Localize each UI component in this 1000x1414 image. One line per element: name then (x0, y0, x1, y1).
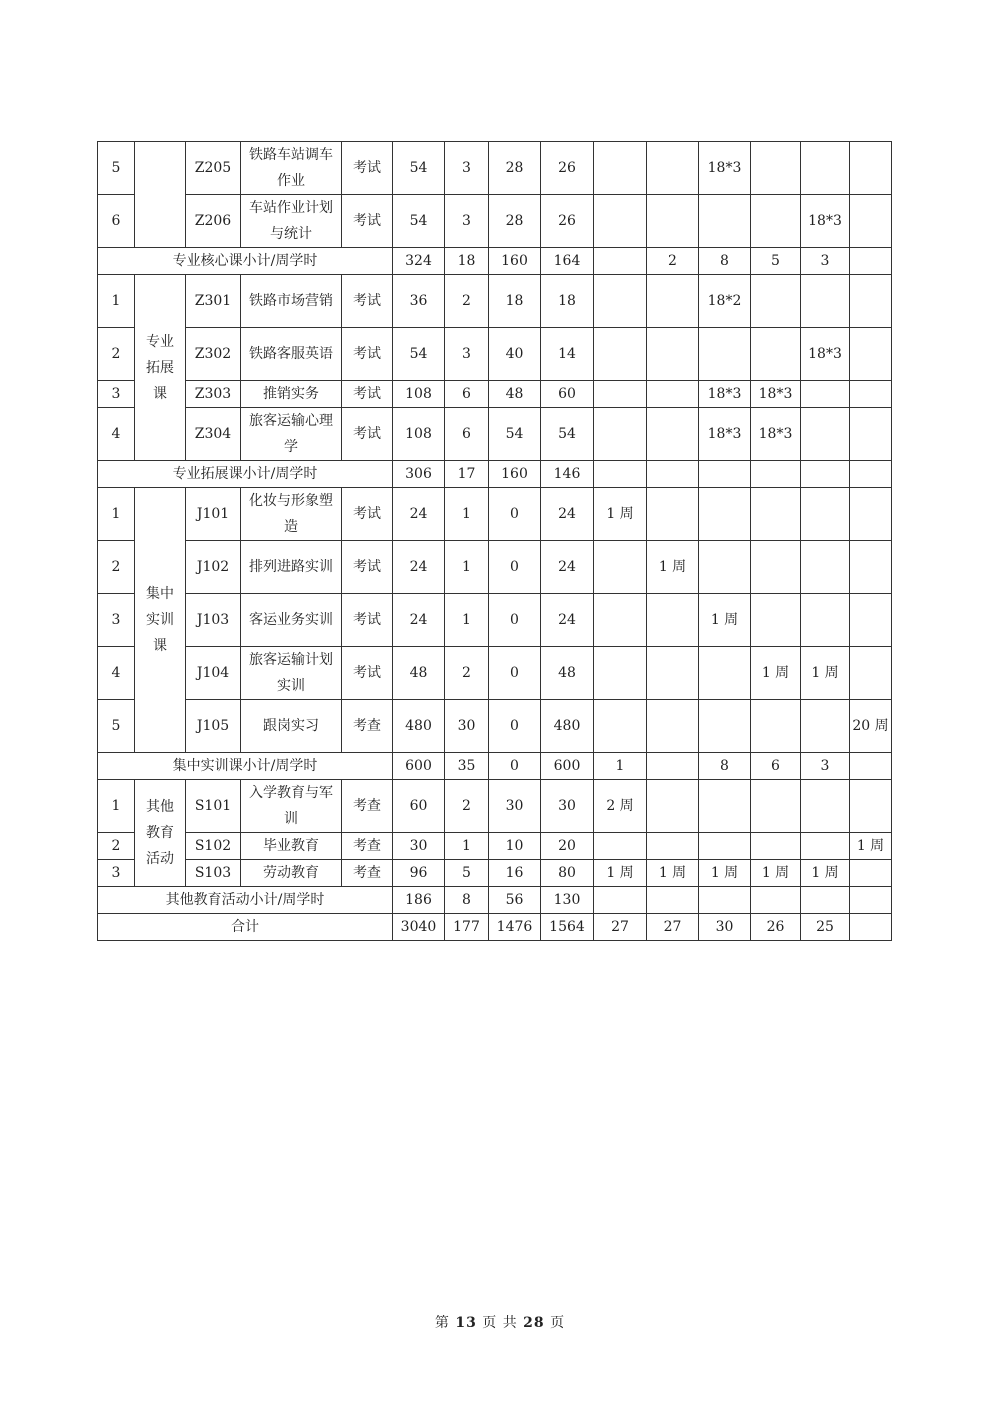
row-number: 6 (98, 195, 135, 248)
table-row (98, 860, 892, 887)
assessment-type: 考试 (342, 541, 393, 594)
semester-3: 30 (699, 914, 751, 941)
semester-4: 5 (751, 248, 801, 275)
assessment-type: 考试 (342, 408, 393, 461)
table-row (98, 833, 892, 860)
semester-3 (699, 647, 751, 700)
practice-hours: 80 (541, 860, 594, 887)
category-label: 专业 (146, 333, 174, 350)
semester-3 (699, 780, 751, 833)
practice-hours: 14 (541, 328, 594, 381)
semester-5: 3 (801, 753, 850, 780)
credits: 2 (445, 275, 489, 328)
subtotal-row (98, 887, 892, 914)
semester-6 (850, 887, 892, 914)
theory-hours: 0 (489, 488, 541, 541)
course-code: J102 (186, 541, 241, 594)
credits: 8 (445, 887, 489, 914)
semester-1 (594, 408, 647, 461)
semester-4 (751, 780, 801, 833)
page-number: 13 (455, 1315, 477, 1331)
total-hours: 24 (393, 594, 445, 647)
semester-2 (647, 488, 699, 541)
semester-1: 1 周 (594, 860, 647, 887)
semester-2 (647, 833, 699, 860)
semester-6 (850, 195, 892, 248)
semester-5 (801, 488, 850, 541)
course-code: Z206 (186, 195, 241, 248)
subtotal-row (98, 753, 892, 780)
practice-hours: 164 (541, 248, 594, 275)
category-cell (135, 780, 186, 887)
course-code: S101 (186, 780, 241, 833)
theory-hours: 56 (489, 887, 541, 914)
credits: 30 (445, 700, 489, 753)
semester-6: 1 周 (850, 833, 892, 860)
theory-hours: 48 (489, 381, 541, 408)
semester-6 (850, 275, 892, 328)
row-number: 3 (98, 594, 135, 647)
semester-5 (801, 780, 850, 833)
semester-3: 18*3 (699, 408, 751, 461)
semester-4 (751, 887, 801, 914)
table-row (98, 408, 892, 461)
course-name: 入学教育与军训 (241, 780, 342, 833)
semester-2 (647, 408, 699, 461)
practice-hours: 24 (541, 541, 594, 594)
semester-6 (850, 914, 892, 941)
semester-4 (751, 142, 801, 195)
total-hours: 60 (393, 780, 445, 833)
row-number: 1 (98, 275, 135, 328)
category-label: 课 (153, 385, 167, 402)
category-cell (135, 488, 186, 753)
total-hours: 54 (393, 195, 445, 248)
total-hours: 3040 (393, 914, 445, 941)
semester-5 (801, 408, 850, 461)
semester-4 (751, 275, 801, 328)
credits: 5 (445, 860, 489, 887)
course-code: Z302 (186, 328, 241, 381)
row-number: 5 (98, 700, 135, 753)
semester-1: 27 (594, 914, 647, 941)
credits: 18 (445, 248, 489, 275)
semester-6 (850, 860, 892, 887)
course-name: 铁路客服英语 (241, 328, 342, 381)
semester-5: 1 周 (801, 860, 850, 887)
row-number: 2 (98, 328, 135, 381)
practice-hours: 20 (541, 833, 594, 860)
semester-4 (751, 195, 801, 248)
semester-5 (801, 833, 850, 860)
semester-2 (647, 887, 699, 914)
semester-3: 8 (699, 753, 751, 780)
course-name: 旅客运输计划实训 (241, 647, 342, 700)
credits: 35 (445, 753, 489, 780)
semester-4 (751, 541, 801, 594)
credits: 1 (445, 541, 489, 594)
assessment-type: 考试 (342, 647, 393, 700)
semester-5 (801, 461, 850, 488)
credits: 2 (445, 647, 489, 700)
course-code: Z303 (186, 381, 241, 408)
subtotal-row (98, 461, 892, 488)
semester-5 (801, 887, 850, 914)
course-name: 旅客运输心理学 (241, 408, 342, 461)
assessment-type: 考试 (342, 328, 393, 381)
theory-hours: 160 (489, 461, 541, 488)
practice-hours: 54 (541, 408, 594, 461)
semester-3: 1 周 (699, 594, 751, 647)
subtotal-label: 专业拓展课小计/周学时 (98, 461, 393, 488)
course-code: J105 (186, 700, 241, 753)
course-name: 推销实务 (241, 381, 342, 408)
credits: 2 (445, 780, 489, 833)
assessment-type: 考查 (342, 700, 393, 753)
course-name: 毕业教育 (241, 833, 342, 860)
semester-2 (647, 195, 699, 248)
semester-3 (699, 195, 751, 248)
theory-hours: 0 (489, 541, 541, 594)
semester-4: 26 (751, 914, 801, 941)
theory-hours: 0 (489, 753, 541, 780)
page-footer (0, 1312, 1000, 1332)
assessment-type: 考查 (342, 860, 393, 887)
total-hours: 48 (393, 647, 445, 700)
row-number: 4 (98, 647, 135, 700)
theory-hours: 28 (489, 195, 541, 248)
table-row (98, 700, 892, 753)
category-label: 集中 (146, 586, 174, 602)
semester-1 (594, 195, 647, 248)
assessment-type: 考查 (342, 833, 393, 860)
credits: 1 (445, 594, 489, 647)
semester-6 (850, 594, 892, 647)
semester-4: 6 (751, 753, 801, 780)
semester-1 (594, 142, 647, 195)
theory-hours: 0 (489, 594, 541, 647)
row-number: 5 (98, 142, 135, 195)
theory-hours: 0 (489, 647, 541, 700)
course-code: S102 (186, 833, 241, 860)
semester-3 (699, 833, 751, 860)
assessment-type: 考试 (342, 488, 393, 541)
category-label: 实训 (146, 612, 174, 628)
footer-prefix: 第 (434, 1315, 450, 1331)
course-name: 客运业务实训 (241, 594, 342, 647)
subtotal-label: 其他教育活动小计/周学时 (98, 887, 393, 914)
semester-6 (850, 142, 892, 195)
practice-hours: 26 (541, 195, 594, 248)
curriculum-table (97, 141, 892, 941)
course-code: Z301 (186, 275, 241, 328)
practice-hours: 26 (541, 142, 594, 195)
theory-hours: 30 (489, 780, 541, 833)
assessment-type: 考试 (342, 195, 393, 248)
theory-hours: 54 (489, 408, 541, 461)
semester-1 (594, 275, 647, 328)
total-hours: 600 (393, 753, 445, 780)
theory-hours: 16 (489, 860, 541, 887)
semester-6: 20 周 (850, 700, 892, 753)
total-label: 合计 (98, 914, 393, 941)
semester-3 (699, 461, 751, 488)
semester-1 (594, 541, 647, 594)
practice-hours: 18 (541, 275, 594, 328)
practice-hours: 600 (541, 753, 594, 780)
semester-5 (801, 275, 850, 328)
table-row (98, 594, 892, 647)
semester-3 (699, 887, 751, 914)
semester-2 (647, 142, 699, 195)
semester-2 (647, 753, 699, 780)
semester-1 (594, 700, 647, 753)
credits: 3 (445, 195, 489, 248)
semester-6 (850, 647, 892, 700)
category-label: 课 (153, 638, 167, 654)
row-number: 2 (98, 541, 135, 594)
semester-6 (850, 461, 892, 488)
semester-2 (647, 328, 699, 381)
semester-4: 18*3 (751, 381, 801, 408)
credits: 3 (445, 142, 489, 195)
semester-4 (751, 328, 801, 381)
semester-3 (699, 700, 751, 753)
semester-6 (850, 753, 892, 780)
subtotal-row (98, 248, 892, 275)
course-code: Z205 (186, 142, 241, 195)
course-name: 排列进路实训 (241, 541, 342, 594)
category-label: 活动 (146, 851, 174, 867)
table-row (98, 328, 892, 381)
row-number: 1 (98, 780, 135, 833)
course-code: Z304 (186, 408, 241, 461)
semester-5: 25 (801, 914, 850, 941)
theory-hours: 160 (489, 248, 541, 275)
semester-2 (647, 461, 699, 488)
semester-5: 18*3 (801, 195, 850, 248)
semester-2 (647, 780, 699, 833)
semester-3: 8 (699, 248, 751, 275)
semester-4 (751, 461, 801, 488)
subtotal-label: 专业核心课小计/周学时 (98, 248, 393, 275)
semester-6 (850, 328, 892, 381)
semester-3: 18*2 (699, 275, 751, 328)
semester-6 (850, 248, 892, 275)
practice-hours: 60 (541, 381, 594, 408)
assessment-type: 考试 (342, 381, 393, 408)
course-name: 铁路市场营销 (241, 275, 342, 328)
footer-suffix: 页 (550, 1315, 566, 1331)
practice-hours: 480 (541, 700, 594, 753)
semester-4 (751, 594, 801, 647)
assessment-type: 考试 (342, 142, 393, 195)
semester-3: 18*3 (699, 381, 751, 408)
course-name: 车站作业计划与统计 (241, 195, 342, 248)
semester-5 (801, 381, 850, 408)
semester-3 (699, 328, 751, 381)
semester-1 (594, 594, 647, 647)
total-hours: 306 (393, 461, 445, 488)
subtotal-label: 集中实训课小计/周学时 (98, 753, 393, 780)
course-name: 跟岗实习 (241, 700, 342, 753)
credits: 3 (445, 328, 489, 381)
total-hours: 480 (393, 700, 445, 753)
table-row (98, 647, 892, 700)
total-hours: 30 (393, 833, 445, 860)
row-number: 3 (98, 381, 135, 408)
credits: 6 (445, 381, 489, 408)
semester-6 (850, 488, 892, 541)
total-hours: 24 (393, 488, 445, 541)
semester-2 (647, 647, 699, 700)
semester-5: 1 周 (801, 647, 850, 700)
total-hours: 54 (393, 142, 445, 195)
theory-hours: 1476 (489, 914, 541, 941)
semester-4 (751, 488, 801, 541)
semester-4: 1 周 (751, 860, 801, 887)
practice-hours: 24 (541, 488, 594, 541)
semester-1 (594, 647, 647, 700)
category-cell (135, 275, 186, 461)
table-row (98, 541, 892, 594)
semester-5: 18*3 (801, 328, 850, 381)
semester-4: 1 周 (751, 647, 801, 700)
semester-1: 1 周 (594, 488, 647, 541)
semester-5 (801, 594, 850, 647)
semester-5 (801, 142, 850, 195)
assessment-type: 考试 (342, 275, 393, 328)
total-hours: 36 (393, 275, 445, 328)
theory-hours: 18 (489, 275, 541, 328)
course-name: 劳动教育 (241, 860, 342, 887)
course-code: S103 (186, 860, 241, 887)
total-hours: 324 (393, 248, 445, 275)
row-number: 2 (98, 833, 135, 860)
assessment-type: 考试 (342, 594, 393, 647)
semester-2 (647, 381, 699, 408)
row-number: 3 (98, 860, 135, 887)
total-hours: 54 (393, 328, 445, 381)
total-hours: 96 (393, 860, 445, 887)
semester-4 (751, 833, 801, 860)
practice-hours: 30 (541, 780, 594, 833)
table-row (98, 780, 892, 833)
category-label: 教育 (146, 825, 174, 841)
semester-6 (850, 408, 892, 461)
table-row (98, 381, 892, 408)
row-number: 4 (98, 408, 135, 461)
table-row (98, 195, 892, 248)
semester-2 (647, 275, 699, 328)
semester-1 (594, 381, 647, 408)
practice-hours: 48 (541, 647, 594, 700)
footer-mid: 页 共 (482, 1315, 518, 1331)
row-number: 1 (98, 488, 135, 541)
theory-hours: 10 (489, 833, 541, 860)
credits: 1 (445, 488, 489, 541)
course-code: J101 (186, 488, 241, 541)
semester-4: 18*3 (751, 408, 801, 461)
semester-1: 2 周 (594, 780, 647, 833)
table-row (98, 488, 892, 541)
category-cell (135, 142, 186, 248)
semester-5 (801, 541, 850, 594)
theory-hours: 40 (489, 328, 541, 381)
practice-hours: 146 (541, 461, 594, 488)
category-label: 其他 (146, 799, 174, 815)
semester-2: 1 周 (647, 541, 699, 594)
total-hours: 24 (393, 541, 445, 594)
theory-hours: 28 (489, 142, 541, 195)
theory-hours: 0 (489, 700, 541, 753)
semester-1 (594, 248, 647, 275)
semester-5: 3 (801, 248, 850, 275)
course-name: 铁路车站调车作业 (241, 142, 342, 195)
semester-1 (594, 461, 647, 488)
semester-2 (647, 700, 699, 753)
table-row (98, 142, 892, 195)
course-code: J103 (186, 594, 241, 647)
total-row (98, 914, 892, 941)
total-hours: 108 (393, 381, 445, 408)
total-hours: 186 (393, 887, 445, 914)
assessment-type: 考查 (342, 780, 393, 833)
semester-3 (699, 488, 751, 541)
semester-5 (801, 700, 850, 753)
semester-2: 27 (647, 914, 699, 941)
credits: 6 (445, 408, 489, 461)
semester-1: 1 (594, 753, 647, 780)
semester-6 (850, 541, 892, 594)
semester-6 (850, 780, 892, 833)
category-label: 拓展 (146, 359, 174, 376)
table-row (98, 275, 892, 328)
total-hours: 108 (393, 408, 445, 461)
credits: 1 (445, 833, 489, 860)
practice-hours: 24 (541, 594, 594, 647)
semester-3: 18*3 (699, 142, 751, 195)
semester-1 (594, 328, 647, 381)
credits: 177 (445, 914, 489, 941)
semester-1 (594, 833, 647, 860)
semester-2 (647, 594, 699, 647)
credits: 17 (445, 461, 489, 488)
practice-hours: 1564 (541, 914, 594, 941)
semester-3: 1 周 (699, 860, 751, 887)
semester-1 (594, 887, 647, 914)
semester-2: 2 (647, 248, 699, 275)
course-code: J104 (186, 647, 241, 700)
course-name: 化妆与形象塑造 (241, 488, 342, 541)
practice-hours: 130 (541, 887, 594, 914)
total-pages: 28 (523, 1315, 545, 1331)
semester-4 (751, 700, 801, 753)
semester-6 (850, 381, 892, 408)
semester-2: 1 周 (647, 860, 699, 887)
semester-3 (699, 541, 751, 594)
